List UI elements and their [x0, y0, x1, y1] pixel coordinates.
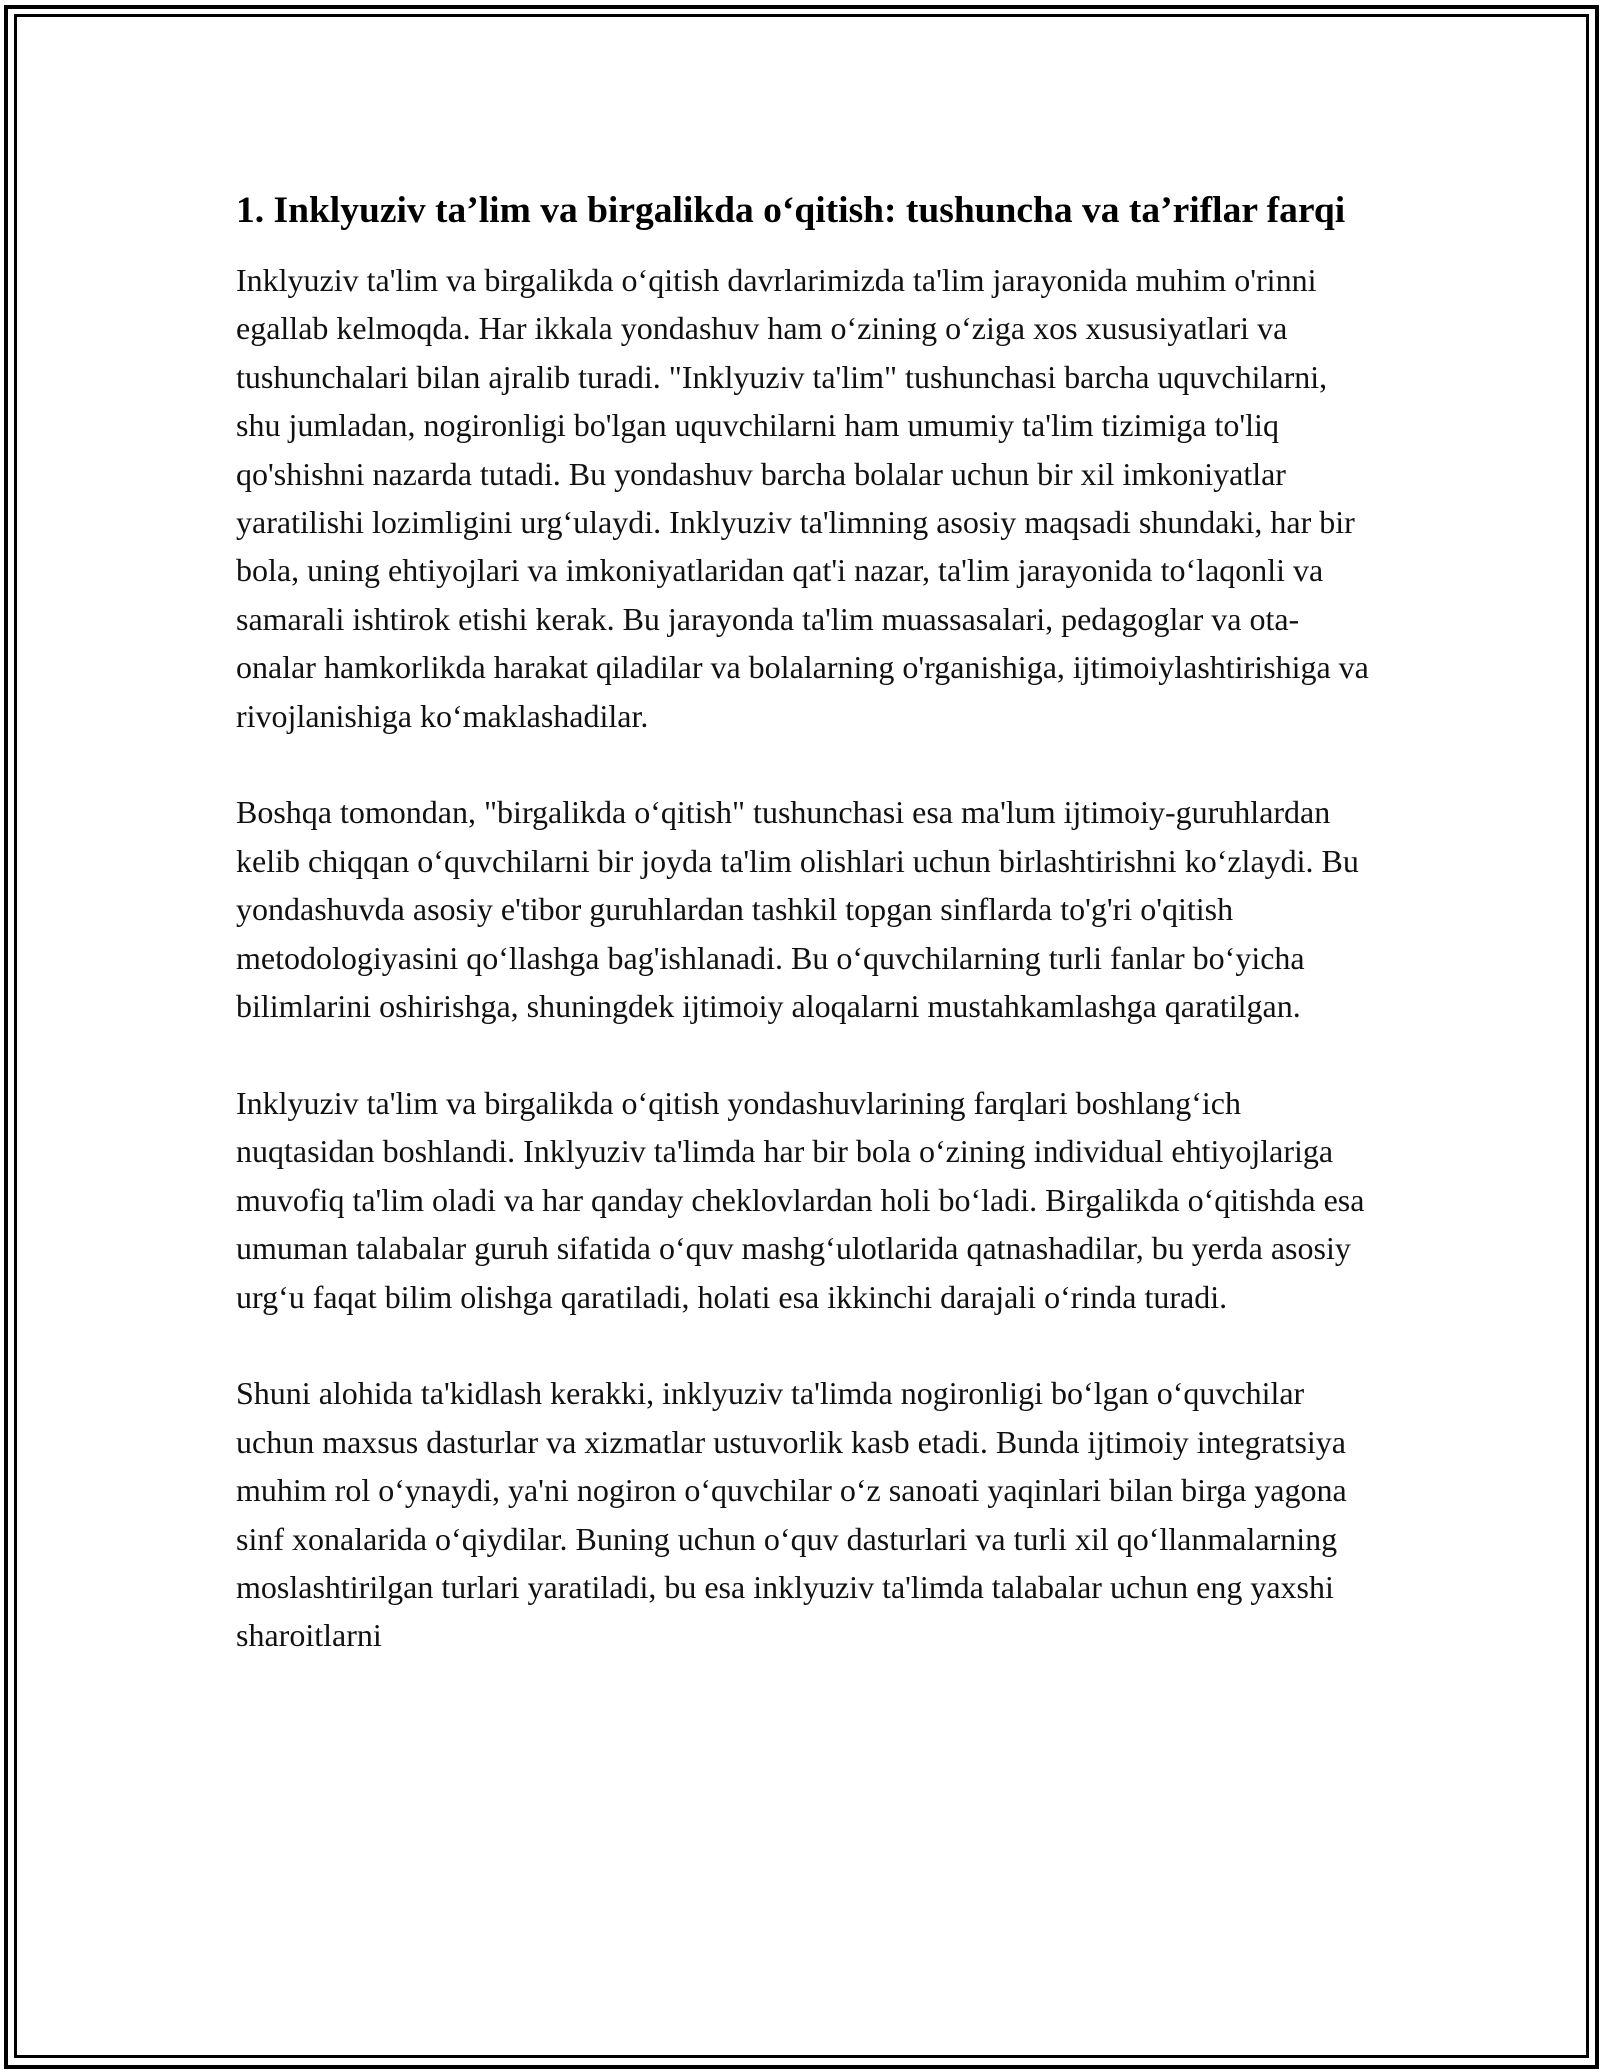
section-heading: 1. Inklyuziv ta’lim va birgalikda o‘qitish: tushuncha va ta’riflar farqi [236, 190, 1346, 231]
paragraph: Inklyuziv ta'lim va birgalikda o‘qitish davrlarimizda ta'lim jarayonida muhim o'rinni egallab kelmoqda. Har ikkala yondashuv ham o‘zining o‘ziga xos xususiyatlari va tushunchalari bilan ajralib turadi. "Inklyuziv ta'lim" tushunchasi barcha uquvchilarni, shu jumladan, nogironligi bo'lgan uquvchilarni ham umumiy ta'lim tizimiga to'liq qo'shishni nazarda tutadi. Bu yondashuv barcha bolalar uchun bir xil imkoniyatlar yaratilishi lozimligini urg‘ulaydi. Inklyuziv ta'limning asosiy maqsadi shundaki, har bir bola, uning ehtiyojlari va imkoniyatlaridan qat'i nazar, ta'lim jarayonida to‘laqonli va samarali ishtirok etishi kerak. Bu jarayonda ta'lim muassasalari, pedagoglar va ota-onalar hamkorlikda harakat qiladilar va bolalarning o'rganishiga, ijtimoiylashtirishiga va rivojlanishiga ko‘maklashadilar. [236, 262, 1369, 734]
document-body [236, 184, 1376, 1660]
paragraph: Inklyuziv ta'lim va birgalikda o‘qitish yondashuvlarining farqlari boshlang‘ich nuqtasidan boshlandi. Inklyuziv ta'limda har bir bola o‘zining individual ehtiyojlariga muvofiq ta'lim oladi va har qanday cheklovlardan holi bo‘ladi. Birgalikda o‘qitishda esa umuman talabalar guruh sifatida o‘quv mashg‘ulotlarida qatnashadilar, bu yerda asosiy urg‘u faqat bilim olishga qaratiladi, holati esa ikkinchi darajali o‘rinda turadi. [236, 1084, 1365, 1315]
paragraph: Boshqa tomondan, "birgalikda o‘qitish" tushunchasi esa ma'lum ijtimoiy-guruhlardan kelib chiqqan o‘quvchilarni bir joyda ta'lim olishlari uchun birlashtirishni ko‘zlaydi. Bu yondashuvda asosiy e'tibor guruhlardan tashkil topgan sinflarda to'g'ri o'qitish metodologiyasini qo‘llashga bag'ishlanadi. Bu o‘quvchilarning turli fanlar bo‘yicha bilimlarini oshirishga, shuningdek ijtimoiy aloqalarni mustahkamlashga qaratilgan. [236, 794, 1359, 1025]
paragraph: Shuni alohida ta'kidlash kerakki, inklyuziv ta'limda nogironligi bo‘lgan o‘quvchilar uchun maxsus dasturlar va xizmatlar ustuvorlik kasb etadi. Bunda ijtimoiy integratsiya muhim rol o‘ynaydi, ya'ni nogiron o‘quvchilar o‘z sanoati yaqinlari bilan birga yagona sinf xonalarida o‘qiydilar. Buning uchun o‘quv dasturlari va turli xil qo‘llanmalarning moslashtirilgan turlari yaratiladi, bu esa inklyuziv ta'limda talabalar uchun eng yaxshi sharoitlarni [236, 1375, 1347, 1654]
